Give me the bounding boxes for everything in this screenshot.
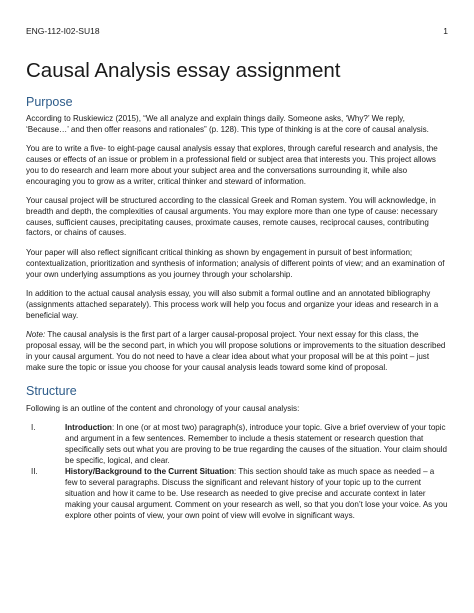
document-body [26,60,448,522]
note-paragraph [26,330,448,373]
purpose-paragraph: You are to write a five- to eight-page causal analysis essay that explores, through careful research and analysis, the causes or effects of an issue or problem in a professional field or subject area that interests you. This project allows you to do research and learn more about your subject area and the conversations surrounding it, while also encouraging you to grow as a writer, critical thinker and steward of information. [26,144,438,186]
outline-item [26,467,448,521]
outline-item [26,423,448,466]
purpose-paragraph: Your paper will also reflect significant critical thinking as shown by engagement in pursuit of best information; contextualization, prioritization and synthesis of information; analysis of different points of view; and an examination of your own underlying assumptions as you journey through your scholarship. [26,247,445,279]
note-label: Note: [26,330,46,340]
purpose-paragraph: In addition to the actual causal analysis essay, you will also submit a formal outline and an annotated bibliography (assignments attached separately). This process work will help you focus and organize your ideas and research in a beneficial way. [26,289,439,320]
structure-intro: Following is an outline of the content and chronology of your causal analysis: [26,403,300,413]
outline-text: : In one (or at most two) paragraph(s), introduce your topic. Give a brief overview of your topic and argument in a few sentences. Remember to include a thesis statement or research question that specifically sets out what you are proving to be true regarding the causes of the situation. Your claim should be specific, logical, and clear. [65,423,448,465]
document-title: Causal Analysis essay assignment [26,59,341,82]
outline-numeral: I. [31,423,36,433]
outline-numeral: II. [31,467,38,477]
outline-term: History/Background to the Current Situation [65,467,234,477]
note-text: The causal analysis is the first part of a larger causal-proposal project. Your next essay for this class, the proposal essay, will be the second part, in which you will propose solutions or improvements to the situation described in your causal argument. You do not need to have a clear idea about what your proposal will be at this point – just make sure the topic or issue you choose for your causal analysis leads toward some kind of proposal. [26,330,446,372]
header-page-number: 1 [443,26,448,36]
outline-term: Introduction [65,423,112,433]
header-course-code: ENG-112-I02-SU18 [26,26,100,36]
outline-text: : This section should take as much space as needed – a few to several paragraphs. Discuss the significant and relevant history of your topic up to the current situation and how it came to be. Use research as needed to give precise and accurate context in later making your causal argument. Comment on your research as well, so that you don’t lose your voice. As you explore other points of view, your own point of view will evolve in significant ways. [65,467,448,520]
purpose-heading: Purpose [26,94,73,109]
purpose-paragraph: Your causal project will be structured according to the classical Greek and Roman system. You will acknowledge, in breadth and depth, the complexities of causal arguments. You may explore more than one type of cause: necessary causes, sufficient causes, precipitating causes, proximate causes, remote causes, reciprocal causes, contributing factors, or chains of causes. [26,196,438,238]
structure-heading: Structure [26,384,77,399]
purpose-paragraph: According to Ruskiewicz (2015), “We all analyze and explain things daily. Someone asks, ‘Why?’ We reply, ‘Because…’ and then offer reasons and rationales” (p. 128). This type of thinking is at the core of causal analysis. [26,113,429,134]
structure-outline [26,423,448,521]
